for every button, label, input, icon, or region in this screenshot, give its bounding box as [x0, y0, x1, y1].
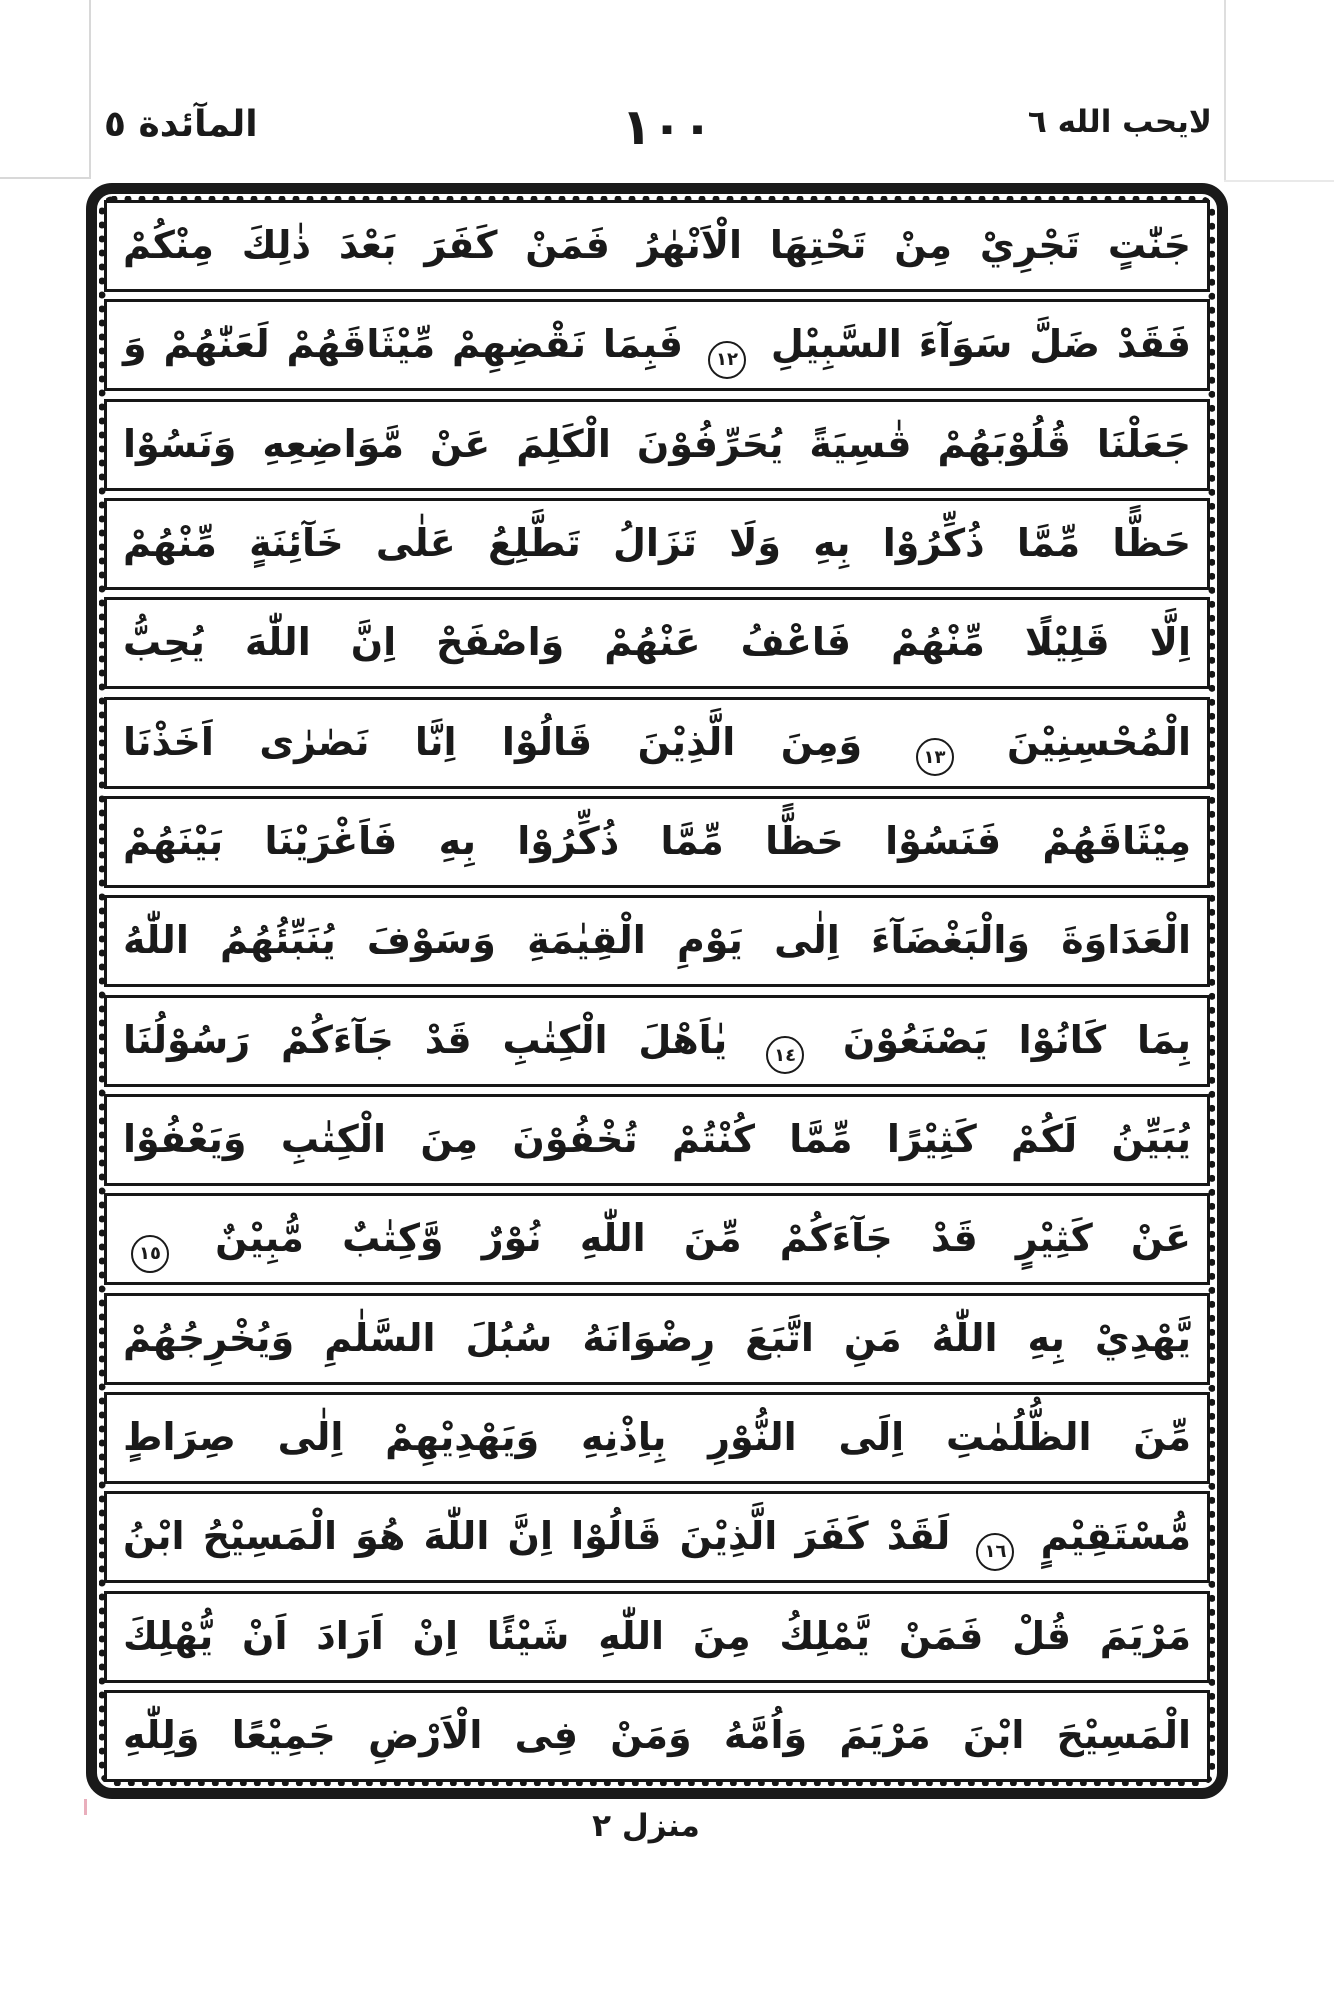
quran-line-16 — [104, 1690, 1210, 1782]
ayah-text: الْمُحْسِنِيْنَ — [1006, 719, 1192, 764]
verse-number-badge: ١٦ — [976, 1533, 1014, 1571]
quran-line-14 — [104, 1491, 1210, 1583]
ayah-text: فَبِمَا نَقْضِهِمْ مِّيْثَاقَهُمْ لَعَنّٰهُمْ وَ — [123, 322, 684, 367]
quran-line-1 — [104, 200, 1210, 292]
verse-number-badge: ١٢ — [708, 341, 746, 379]
quran-line-11 — [104, 1193, 1210, 1285]
quran-lines — [104, 200, 1210, 1782]
quran-line-15 — [104, 1591, 1210, 1683]
ayah-text: بِمَا كَانُوْا يَصْنَعُوْنَ — [842, 1017, 1192, 1062]
ayah-text: لَقَدْ كَفَرَ الَّذِيْنَ قَالُوْا اِنَّ اللّٰهَ هُوَ الْمَسِيْحُ ابْنُ — [123, 1514, 951, 1559]
ayah-text: وَمِنَ الَّذِيْنَ قَالُوْا اِنَّا نَصٰرٰى اَخَذْنَا — [123, 719, 863, 764]
quran-line-3 — [104, 399, 1210, 491]
scan-edge-line-right-horizontal — [1224, 180, 1334, 182]
ayah-text: مِيْثَاقَهُمْ فَنَسُوْا حَظًّا مِّمَّا ذُكِّرُوْا بِهِ فَاَغْرَيْنَا بَيْنَهُمْ — [123, 818, 1191, 863]
quran-line-10 — [104, 1094, 1210, 1186]
ayah-text: مِّنَ الظُّلُمٰتِ اِلَى النُّوْرِ بِاِذْنِهِ وَيَهْدِيْهِمْ اِلٰى صِرَاطٍ — [123, 1414, 1191, 1459]
verse-number-badge: ١٤ — [766, 1036, 804, 1074]
ayah-text: حَظًّا مِّمَّا ذُكِّرُوْا بِهِ وَلَا تَزَالُ تَطَّلِعُ عَلٰى خَآئِنَةٍ مِّنْهُمْ — [123, 520, 1191, 565]
quran-line-2 — [104, 299, 1210, 391]
ayah-text: عَنْ كَثِيْرٍ قَدْ جَآءَكُمْ مِّنَ اللّٰهِ نُوْرٌ وَّكِتٰبٌ مُّبِيْنٌ — [215, 1216, 1191, 1261]
ayah-text: جَنّٰتٍ تَجْرِيْ مِنْ تَحْتِهَا الْاَنْهٰرُ فَمَنْ كَفَرَ بَعْدَ ذٰلِكَ مِنْكُمْ — [123, 223, 1191, 267]
ayah-text: الْعَدَاوَةَ وَالْبَغْضَآءَ اِلٰى يَوْمِ الْقِيٰمَةِ وَسَوْفَ يُنَبِّئُهُمُ اللّٰهُ — [123, 918, 1191, 963]
quran-line-7 — [104, 796, 1210, 888]
ayah-text: يٰاَهْلَ الْكِتٰبِ قَدْ جَآءَكُمْ رَسُوْلُنَا — [123, 1017, 728, 1062]
surah-title: المآئدة ٥ — [104, 104, 258, 145]
verse-number-badge: ١٣ — [916, 738, 954, 776]
ayah-text: الْمَسِيْحَ ابْنَ مَرْيَمَ وَاُمَّهُ وَمَنْ فِى الْاَرْضِ جَمِيْعًا وَلِلّٰهِ — [123, 1712, 1191, 1757]
ayah-text: اِلَّا قَلِيْلًا مِّنْهُمْ فَاعْفُ عَنْهُمْ وَاصْفَحْ اِنَّ اللّٰهَ يُحِبُّ — [123, 620, 1191, 665]
quran-line-13 — [104, 1392, 1210, 1484]
ayah-text: جَعَلْنَا قُلُوْبَهُمْ قٰسِيَةً يُحَرِّفُوْنَ الْكَلِمَ عَنْ مَّوَاضِعِهِ وَنَسُوْا — [123, 421, 1191, 466]
quran-line-12 — [104, 1293, 1210, 1385]
quran-line-9 — [104, 995, 1210, 1087]
quran-line-6 — [104, 697, 1210, 789]
ayah-text: يَّهْدِيْ بِهِ اللّٰهُ مَنِ اتَّبَعَ رِضْوَانَهُ سُبُلَ السَّلٰمِ وَيُخْرِجُهُمْ — [123, 1315, 1191, 1360]
manzil-label: منزل ٢ — [592, 1808, 700, 1844]
ayah-text: يُبَيِّنُ لَكُمْ كَثِيْرًا مِّمَّا كُنْتُمْ تُخْفُوْنَ مِنَ الْكِتٰبِ وَيَعْفُوْا — [123, 1116, 1191, 1161]
page-number: ١٠٠ — [621, 98, 713, 156]
ayah-text: مُّسْتَقِيْمٍ — [1040, 1514, 1191, 1559]
ayah-text: مَرْيَمَ قُلْ فَمَنْ يَّمْلِكُ مِنَ اللّٰهِ شَيْئًا اِنْ اَرَادَ اَنْ يُّهْلِكَ — [123, 1613, 1191, 1658]
juz-title: لايحب الله ٦ — [1027, 104, 1212, 140]
scan-edge-line-left-horizontal — [0, 177, 91, 179]
quran-line-4 — [104, 498, 1210, 590]
ayah-text: فَقَدْ ضَلَّ سَوَآءَ السَّبِيْلِ — [770, 322, 1192, 367]
verse-number-badge: ١٥ — [131, 1235, 169, 1273]
quran-line-8 — [104, 895, 1210, 987]
mushaf-frame — [86, 183, 1228, 1799]
quran-line-5 — [104, 597, 1210, 689]
